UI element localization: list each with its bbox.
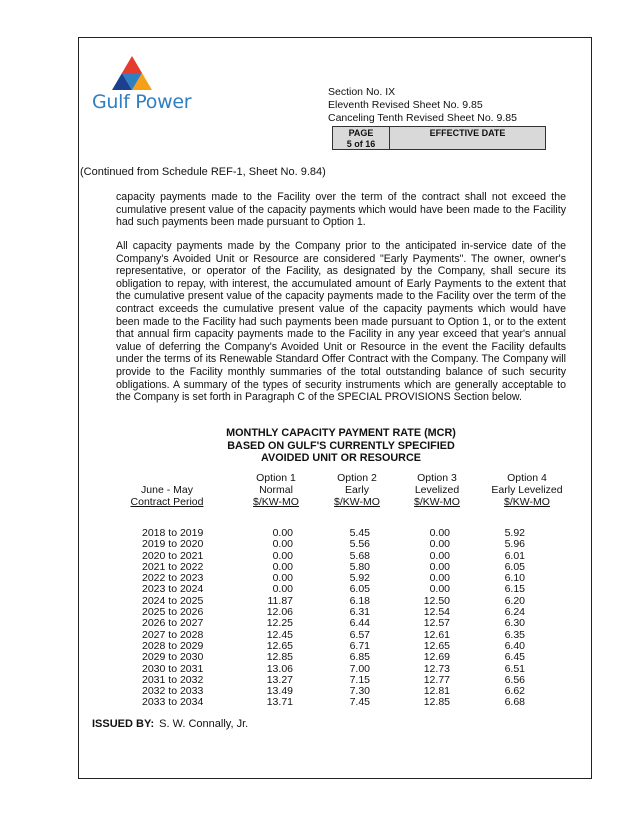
column-header-option-4: [484, 472, 570, 508]
contract-period-cell: 2033 to 2034: [142, 696, 204, 709]
option-2-cell: 6.31: [349, 606, 370, 619]
canceling-sheet: Canceling Tenth Revised Sheet No. 9.85: [328, 112, 517, 124]
option-2-cell: 5.56: [349, 538, 370, 551]
table-row: [0, 686, 624, 697]
option-3-cell: 12.50: [423, 594, 450, 607]
option-1-cell: 12.06: [266, 606, 293, 619]
option-2-cell: 7.00: [349, 662, 370, 675]
option-4-cell: 6.68: [504, 696, 525, 709]
option-1-cell: 13.27: [266, 673, 293, 686]
issued-by: [92, 718, 248, 730]
option-4-cell: 6.24: [504, 606, 525, 619]
column-header-line: Normal: [259, 484, 293, 496]
option-4-cell: 6.51: [504, 662, 525, 675]
option-4-cell: 6.62: [504, 685, 525, 698]
issued-by-label: ISSUED BY:: [92, 718, 155, 730]
contract-period-cell: 2024 to 2025: [142, 594, 204, 607]
option-2-cell: 7.45: [349, 696, 370, 709]
column-header-line: Option 2: [337, 472, 377, 484]
option-2-cell: 6.18: [349, 594, 370, 607]
contract-period-cell: 2018 to 2019: [142, 527, 204, 539]
column-header-line: $/KW-MO: [414, 496, 460, 508]
column-header-option-2: [327, 472, 387, 508]
page-effective-box: [332, 126, 546, 150]
contract-period-cell: 2030 to 2031: [142, 662, 204, 675]
option-1-cell: 13.71: [266, 696, 293, 709]
logo-text: Gulf Power: [92, 91, 192, 113]
option-3-cell: 0.00: [429, 527, 450, 539]
option-3-cell: 12.65: [423, 639, 450, 652]
contract-period-cell: 2025 to 2026: [142, 606, 204, 619]
option-4-cell: 6.05: [504, 560, 525, 573]
contract-period-cell: 2023 to 2024: [142, 583, 204, 596]
option-2-cell: 6.57: [349, 628, 370, 641]
option-2-cell: 5.45: [349, 527, 370, 539]
option-1-cell: 12.65: [266, 639, 293, 652]
option-1-cell: 0.00: [272, 583, 293, 596]
effective-date-cell: [390, 127, 545, 149]
option-3-cell: 12.54: [423, 606, 450, 619]
column-header-line: Contract Period: [130, 496, 204, 508]
option-1-cell: 11.87: [267, 594, 293, 607]
paragraph: capacity payments made to the Facility over the term of the contract shall not exceed the cumulative present value of the capacity payments which would have been made to the Facility had such payments been made pursuant to Option 1.: [116, 191, 566, 229]
option-1-cell: 0.00: [272, 527, 293, 539]
table-title-line: MONTHLY CAPACITY PAYMENT RATE (MCR): [226, 427, 456, 439]
contract-period-cell: 2028 to 2029: [142, 639, 204, 652]
option-1-cell: 13.06: [266, 662, 293, 675]
option-3-cell: 12.85: [423, 696, 450, 709]
option-4-cell: 6.01: [504, 549, 525, 562]
option-4-cell: 5.96: [504, 538, 525, 551]
table-row: [0, 652, 624, 663]
section-number: Section No. IX: [328, 86, 396, 98]
effective-date-label: EFFECTIVE DATE: [429, 128, 506, 138]
contract-period-cell: 2020 to 2021: [142, 549, 204, 562]
option-3-cell: 12.73: [423, 662, 450, 675]
sheet-number: Eleventh Revised Sheet No. 9.85: [328, 99, 483, 111]
page-value: 5 of 16: [346, 138, 376, 149]
option-3-cell: 0.00: [429, 560, 450, 573]
column-header-line: Option 4: [507, 472, 547, 484]
option-1-cell: 0.00: [272, 538, 293, 551]
table-row: [0, 618, 624, 629]
table-row: [0, 539, 624, 550]
option-3-cell: 0.00: [429, 583, 450, 596]
option-2-cell: 5.92: [349, 572, 370, 585]
option-1-cell: 12.85: [266, 651, 293, 664]
rate-table-body: [0, 528, 624, 709]
option-4-cell: 6.30: [504, 617, 525, 630]
table-title-line: AVOIDED UNIT OR RESOURCE: [261, 452, 421, 464]
sheet-info: [328, 86, 517, 125]
option-2-cell: 6.05: [349, 583, 370, 596]
table-row: [0, 607, 624, 618]
contract-period-cell: 2021 to 2022: [142, 560, 204, 573]
contract-period-cell: 2022 to 2023: [142, 572, 204, 585]
contract-period-cell: 2029 to 2030: [142, 651, 204, 664]
option-2-cell: 6.44: [349, 617, 370, 630]
column-header-line: $/KW-MO: [504, 496, 550, 508]
table-row: [0, 528, 624, 539]
table-row: [0, 675, 624, 686]
option-1-cell: 0.00: [272, 549, 293, 562]
option-4-cell: 6.40: [504, 639, 525, 652]
option-3-cell: 12.69: [423, 651, 450, 664]
option-3-cell: 12.81: [423, 685, 450, 698]
column-header-period: [124, 472, 210, 508]
issued-by-name: S. W. Connally, Jr.: [159, 718, 249, 730]
option-2-cell: 7.15: [349, 673, 370, 686]
option-1-cell: 0.00: [272, 560, 293, 573]
option-1-cell: 0.00: [272, 572, 293, 585]
contract-period-cell: 2027 to 2028: [142, 628, 204, 641]
table-row: [0, 664, 624, 675]
column-header-option-3: [404, 472, 470, 508]
option-3-cell: 0.00: [429, 538, 450, 551]
option-2-cell: 6.85: [349, 651, 370, 664]
contract-period-cell: 2019 to 2020: [142, 538, 204, 551]
column-header-line: Option 1: [256, 472, 296, 484]
contract-period-cell: 2032 to 2033: [142, 685, 204, 698]
table-row: [0, 630, 624, 641]
column-header-option-1: [245, 472, 307, 508]
column-header-line: Levelized: [414, 484, 460, 496]
gulf-power-logo-mark: [110, 56, 154, 90]
option-4-cell: 6.20: [504, 594, 525, 607]
option-2-cell: 5.80: [349, 560, 370, 573]
option-1-cell: 12.45: [266, 628, 293, 641]
option-4-cell: 6.35: [504, 628, 525, 641]
table-row: [0, 562, 624, 573]
column-header-line: $/KW-MO: [334, 496, 380, 508]
option-2-cell: 6.71: [349, 639, 370, 652]
option-4-cell: 5.92: [504, 527, 525, 539]
option-1-cell: 13.49: [266, 685, 293, 698]
table-row: [0, 641, 624, 652]
column-header-line: [124, 472, 210, 484]
column-header-line: Early: [345, 484, 369, 496]
gulf-power-logo: [92, 56, 192, 118]
option-2-cell: 5.68: [349, 549, 370, 562]
option-4-cell: 6.45: [504, 651, 525, 664]
page-label: PAGE: [348, 128, 374, 138]
option-3-cell: 12.77: [423, 673, 450, 686]
paragraph: All capacity payments made by the Company prior to the anticipated in-service date of the Company's Avoided Unit or Resource are considered "Early Payments". The owner, owner's representative, or operator of the Facility, as designated by the Company, shall secure its obligation to repay, with interest, the accumulated amount of Early Payments to the extent that the cumulative present value of the capacity payments made to the Facility over the term of the contract exceeds the cumulative present value of the capacity payments which would have been made to the Facility had such payments been made pursuant to Option 1, or to the extent that annual firm capacity payments made to the Facility in any year exceed that year's annual value of deferring the Company's Avoided Unit or Resource in the event the Facility defaults under the terms of its Renewable Standard Offer Contract with the Company. The Company will provide to the Facility monthly summaries of the total outstanding balance of such security obligations. A summary of the types of security instruments which are generally acceptable to the Company is set forth in Paragraph C of the SPECIAL PROVISIONS Section below.: [116, 240, 566, 404]
table-title-line: BASED ON GULF'S CURRENTLY SPECIFIED: [227, 439, 455, 452]
page-cell: [333, 127, 390, 149]
column-header-line: June - May: [141, 484, 193, 496]
column-header-line: Option 3: [417, 472, 457, 484]
option-3-cell: 12.61: [423, 628, 450, 641]
column-header-line: Early Levelized: [491, 484, 563, 496]
option-3-cell: 0.00: [429, 572, 450, 585]
column-header-line: $/KW-MO: [253, 496, 299, 508]
continued-note: (Continued from Schedule REF-1, Sheet No. 9.84): [80, 166, 326, 178]
contract-period-cell: 2026 to 2027: [142, 617, 204, 630]
option-4-cell: 6.10: [504, 572, 525, 585]
option-1-cell: 12.25: [266, 617, 293, 630]
option-4-cell: 6.15: [504, 583, 525, 596]
table-row: [0, 584, 624, 595]
table-row: [0, 596, 624, 607]
option-4-cell: 6.56: [504, 673, 525, 686]
option-2-cell: 7.30: [349, 685, 370, 698]
table-title: [116, 427, 566, 465]
option-3-cell: 0.00: [429, 549, 450, 562]
table-row: [0, 551, 624, 562]
table-row: [0, 573, 624, 584]
contract-period-cell: 2031 to 2032: [142, 673, 204, 686]
table-row: [0, 697, 624, 708]
option-3-cell: 12.57: [423, 617, 450, 630]
